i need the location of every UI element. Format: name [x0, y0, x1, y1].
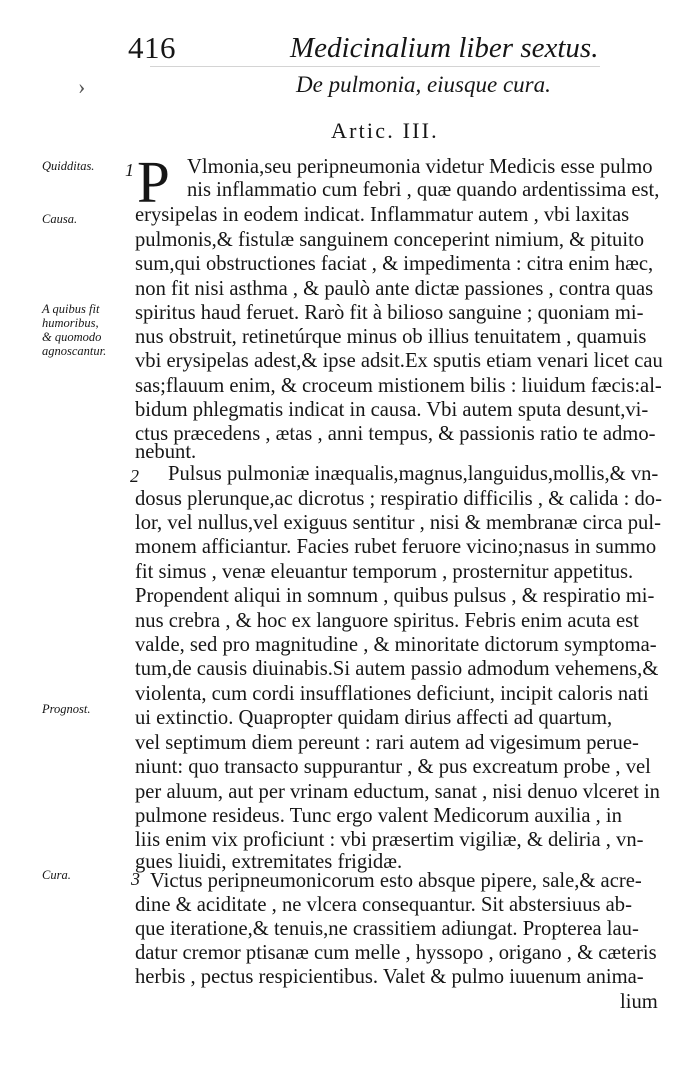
- margin-note-cura: Cura.: [42, 868, 71, 882]
- header-rule: [150, 66, 600, 67]
- text-line: lor, vel nullus,vel exiguus sentitur , nisi & membranæ circa pul-: [135, 512, 661, 534]
- text-line: monem afficiantur. Facies rubet feruore vicino;nasus in summo: [135, 536, 657, 558]
- article-heading: Artic. III.: [331, 118, 439, 143]
- text-line: ui extinctio. Quapropter quidam dirius affecti ad quartum,: [135, 707, 613, 729]
- margin-note-prognost: Prognost.: [42, 702, 91, 716]
- margin-note: humoribus,: [42, 316, 99, 330]
- text-line: pulmonis,& fistulæ sanguinem conceperint nimium, & pituito: [135, 229, 645, 251]
- chapter-title: De pulmonia, eiusque cura.: [296, 72, 551, 97]
- text-line: liis enim vix proficiunt : vbi præsertim vigiliæ, & deliria , vn-: [135, 829, 644, 851]
- margin-note: A quibus fit: [42, 302, 100, 316]
- text-line: non fit nisi asthma , & paulò ante dictæ passiones , contra quas: [135, 278, 654, 300]
- text-line: nus obstruit, retinetúrque minus ob illius tenuitatem , quamuis: [135, 326, 647, 348]
- text-line: sum,qui obstructiones faciat , & impedimenta : citra enim hæc,: [135, 253, 654, 275]
- drop-capital: P: [137, 149, 170, 215]
- text-line: vel septimum diem pereunt : rari autem ad vigesimum perue-: [135, 732, 639, 754]
- text-line: spiritus haud feruet. Rarò fit à bilioso sanguine ; quoniam mi-: [135, 302, 644, 324]
- text-line: niunt: quo transacto suppurantur , & pus excreatum probe , vel: [135, 756, 651, 778]
- text-line: gues liuidi, extremitates frigidæ.: [135, 851, 403, 873]
- text-line: per aluum, aut per vrinam eductum, sanat , nisi denuo vlceret in: [135, 781, 660, 803]
- margin-note-quidditas: Quidditas.: [42, 159, 95, 173]
- text-line: bidum phlegmatis indicat in causa. Vbi autem sputa desunt,vi-: [135, 399, 649, 421]
- text-line: que iteratione,& tenuis,ne crassitiem adiungat. Propterea lau-: [135, 918, 639, 940]
- text-line: Propendent aliqui in somnum , quibus pulsus , & respiratio mi-: [135, 585, 655, 607]
- text-line: erysipelas in eodem indicat. Inflammatur autem , vbi laxitas: [135, 204, 630, 226]
- section-number: 1: [125, 160, 134, 180]
- page-number: 416: [128, 30, 176, 65]
- page-header: [0, 26, 700, 70]
- text-line: pulmone resideus. Tunc ergo valent Medicorum auxilia , in: [135, 805, 622, 827]
- text-line: Vlmonia,seu peripneumonia videtur Medicis esse pulmo: [187, 156, 653, 178]
- margin-note: agnoscantur.: [42, 344, 107, 358]
- text-line: ctus præcedens , ætas , anni tempus, & passionis ratio te admo-: [135, 423, 656, 445]
- text-line: datur cremor ptisanæ cum melle , hyssopo , origano , & cæteris: [135, 942, 657, 964]
- text-line: dosus plerunque,ac dicrotus ; respiratio difficilis , & calida : do-: [135, 488, 662, 510]
- text-line: fit simus , venæ eleuantur temporum , prosternitur appetitus.: [135, 561, 634, 583]
- margin-note-causa: Causa.: [42, 212, 78, 226]
- text-line: dine & aciditate , ne vlcera consequantur. Sit abstersiuus ab-: [135, 894, 632, 916]
- margin-note: & quomodo: [42, 330, 102, 344]
- text-line: nus crebra , & hoc ex languore spiritus. Febris enim acuta est: [135, 610, 639, 632]
- text-line: Pulsus pulmoniæ inæqualis,magnus,languidus,mollis,& vn-: [168, 463, 659, 485]
- text-line: violenta, cum cordi insufflationes deficiunt, incipit caloris nati: [135, 683, 649, 705]
- section-number: 3: [131, 869, 140, 889]
- bracket-mark-icon: ›: [78, 74, 86, 99]
- text-line: nebunt.: [135, 441, 197, 463]
- text-line: sas;flauum enim, & croceum mistionem bilis : liuidum fæcis:al-: [135, 375, 662, 397]
- text-line: tum,de causis diuinabis.Si autem passio admodum vehemens,&: [135, 658, 659, 680]
- catchword: lium: [620, 991, 658, 1013]
- text-line: Victus peripneumonicorum esto absque pipere, sale,& acre-: [150, 870, 642, 892]
- text-line: herbis , pectus respicientibus. Valet & pulmo iuuenum anima-: [135, 966, 644, 988]
- text-line: vbi erysipelas adest,& ipse adsit.Ex sputis etiam venari licet cau: [135, 350, 663, 372]
- section-number: 2: [130, 466, 139, 486]
- running-title: Medicinalium liber sextus.: [290, 32, 599, 64]
- text-line: valde, sed pro magnitudine , & minoritate dictorum symptoma-: [135, 634, 657, 656]
- text-line: nis inflammatio cum febri , quæ quando ardentissima est,: [187, 179, 660, 201]
